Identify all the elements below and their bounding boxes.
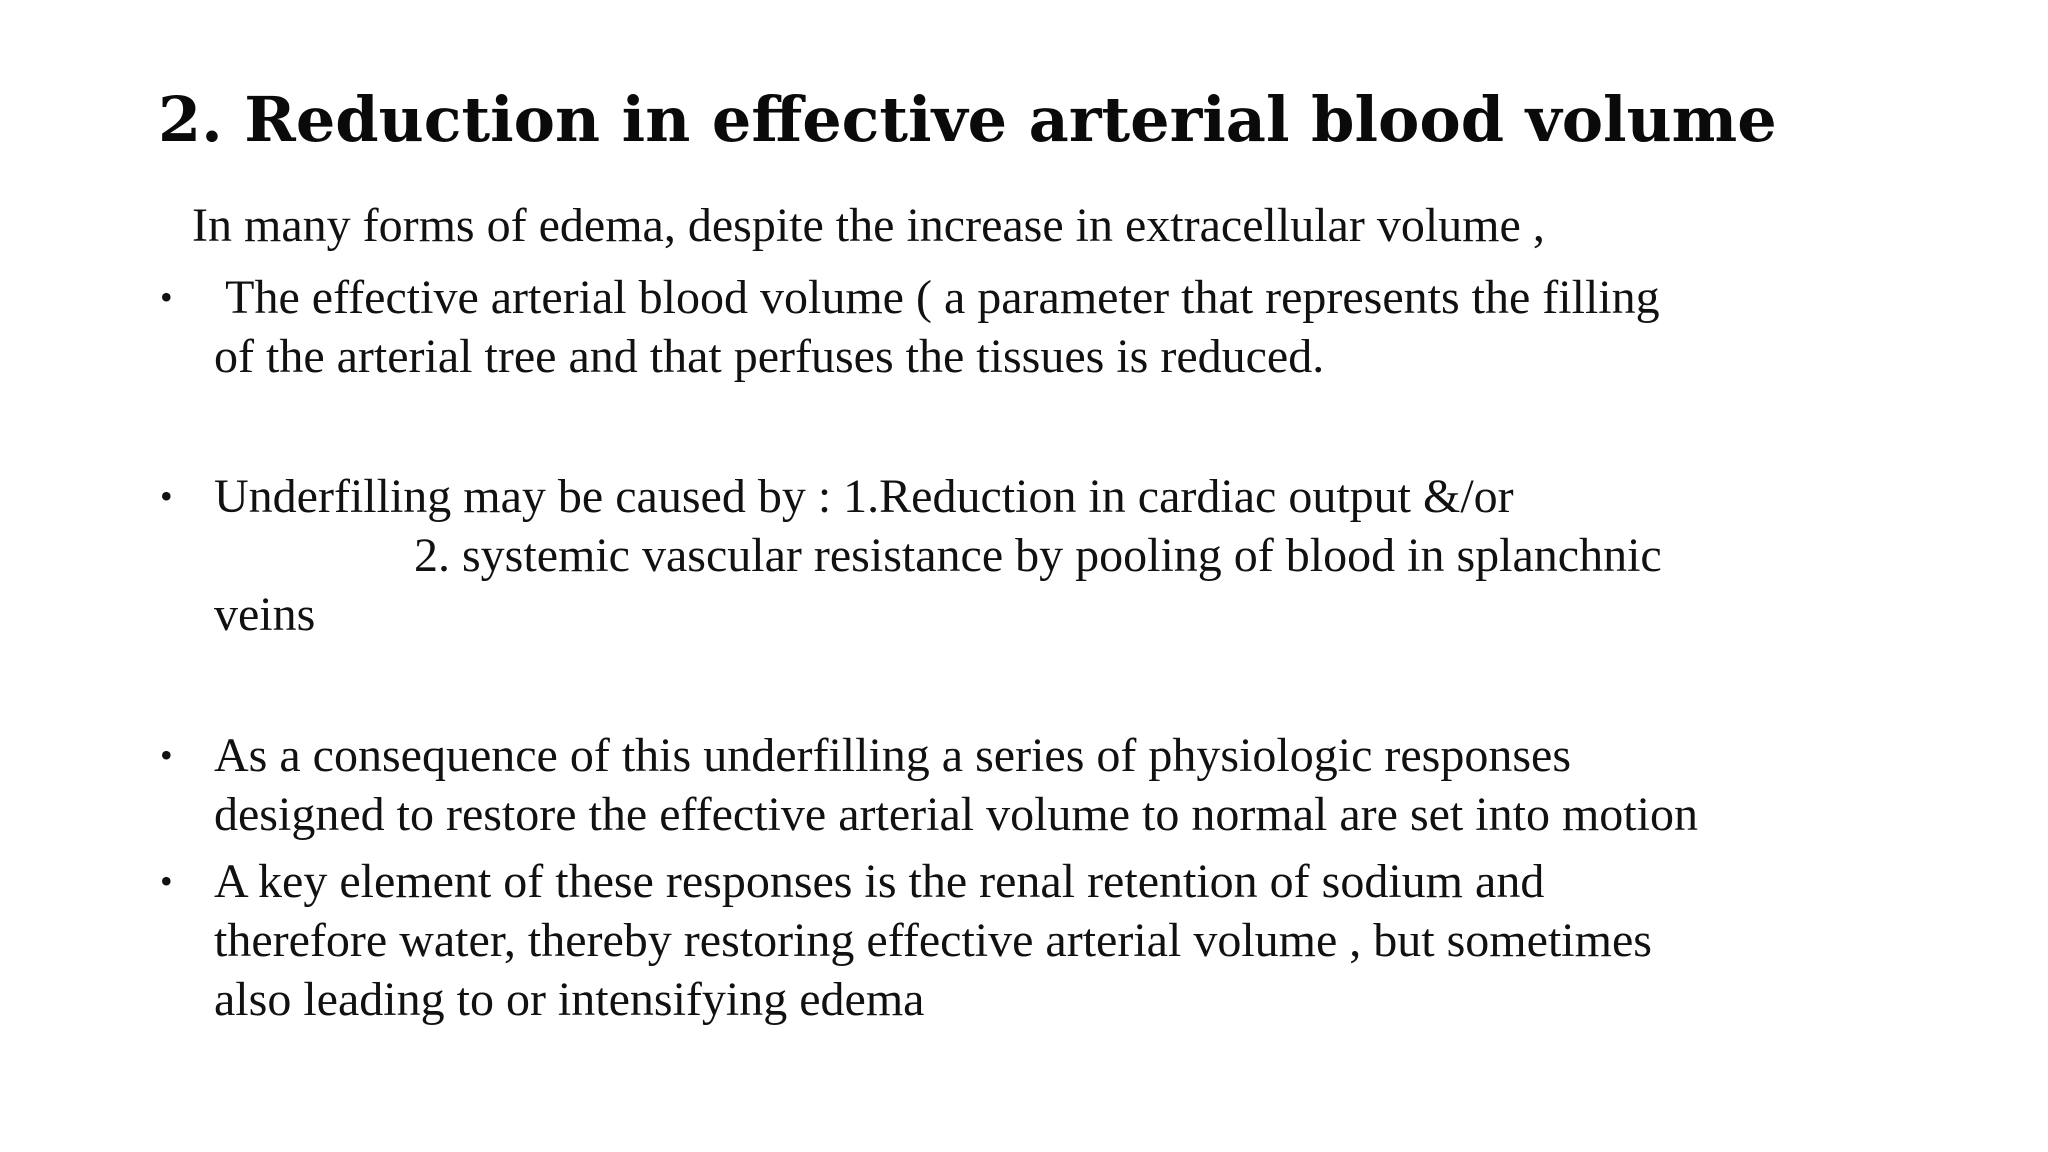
- bullet-item: [160, 268, 1920, 386]
- bullet-line: Underfilling may be caused by : 1.Reduction in cardiac output &/or: [214, 470, 1514, 523]
- bullet-line: A key element of these responses is the renal retention of sodium and: [214, 855, 1545, 908]
- bullet-line: veins: [214, 588, 316, 641]
- bullet-dot: •: [160, 735, 173, 775]
- bullet-dot: •: [160, 476, 173, 516]
- bullet-item: [160, 852, 1920, 1029]
- bullet-line: As a consequence of this underfilling a series of physiologic responses: [214, 729, 1572, 782]
- bullet-text: [214, 852, 1920, 1029]
- bullet-line: of the arterial tree and that perfuses the tissues is reduced.: [214, 330, 1325, 383]
- bullet-line: 2. systemic vascular resistance by pooling of blood in splanchnic: [414, 529, 1662, 582]
- bullet-text: [214, 268, 1920, 386]
- intro-text: In many forms of edema, despite the increase in extracellular volume ,: [192, 199, 1545, 252]
- bullet-dot: •: [160, 277, 173, 317]
- bullet-dot: •: [160, 861, 173, 901]
- bullet-item: [160, 726, 1920, 844]
- bullet-item: [160, 467, 1920, 644]
- bullet-line: therefore water, thereby restoring effective arterial volume , but sometimes: [214, 914, 1652, 967]
- bullet-line: also leading to or intensifying edema: [214, 973, 925, 1026]
- bullet-text: [214, 726, 1920, 844]
- slide-title: 2. Reduction in effective arterial blood volume: [158, 83, 1777, 156]
- bullet-text: [214, 467, 1920, 644]
- bullet-line: designed to restore the effective arterial volume to normal are set into motion: [214, 788, 1698, 841]
- bullet-line: The effective arterial blood volume ( a parameter that represents the filling: [214, 271, 1660, 324]
